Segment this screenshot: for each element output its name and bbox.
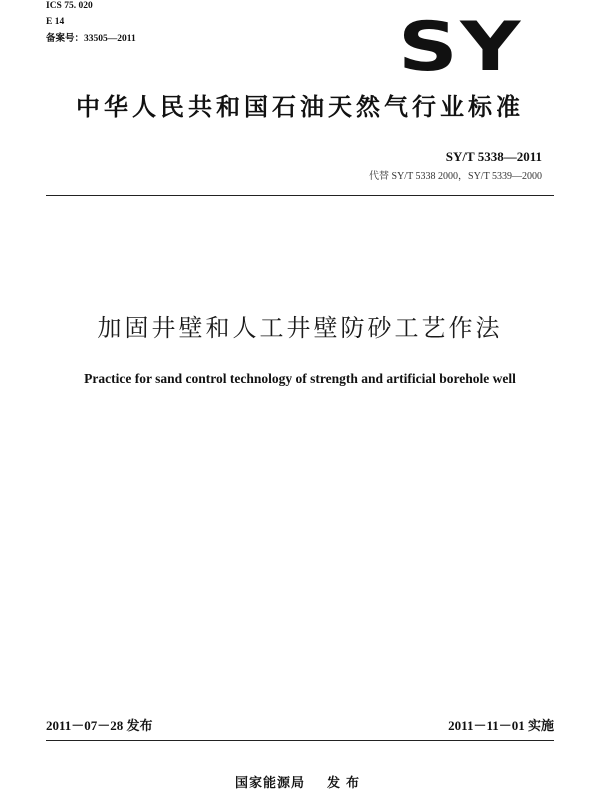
sy-logo: SY (398, 8, 523, 87)
top-divider (46, 195, 554, 196)
chinese-title: 加固井壁和人工井壁防砂工艺作法 (97, 314, 503, 342)
bottom-divider (46, 740, 554, 741)
standard-number: SY/T 5338—2011 (445, 149, 542, 164)
ccs-code: E 14 (46, 17, 65, 27)
ics-code: ICS 75. 020 (46, 1, 93, 11)
record-number: 备案号：33505—2011 (46, 34, 136, 44)
issuer-line (0, 776, 600, 792)
standard-category-title: 中华人民共和国石油天然气行业标准 (76, 93, 524, 121)
english-title: Practice for sand control technology of strength and artificial borehole well (84, 371, 516, 386)
issuer-name: 国家能源局 (234, 776, 305, 791)
implementation-date: 2011－11－01 实施 (448, 718, 554, 733)
issuer-action: 发布 (327, 776, 366, 791)
replaces-standards: 代替 SY/T 5338 2000，SY/T 5339—2000 (369, 171, 542, 182)
issue-date: 2011－07－28 发布 (46, 718, 153, 733)
